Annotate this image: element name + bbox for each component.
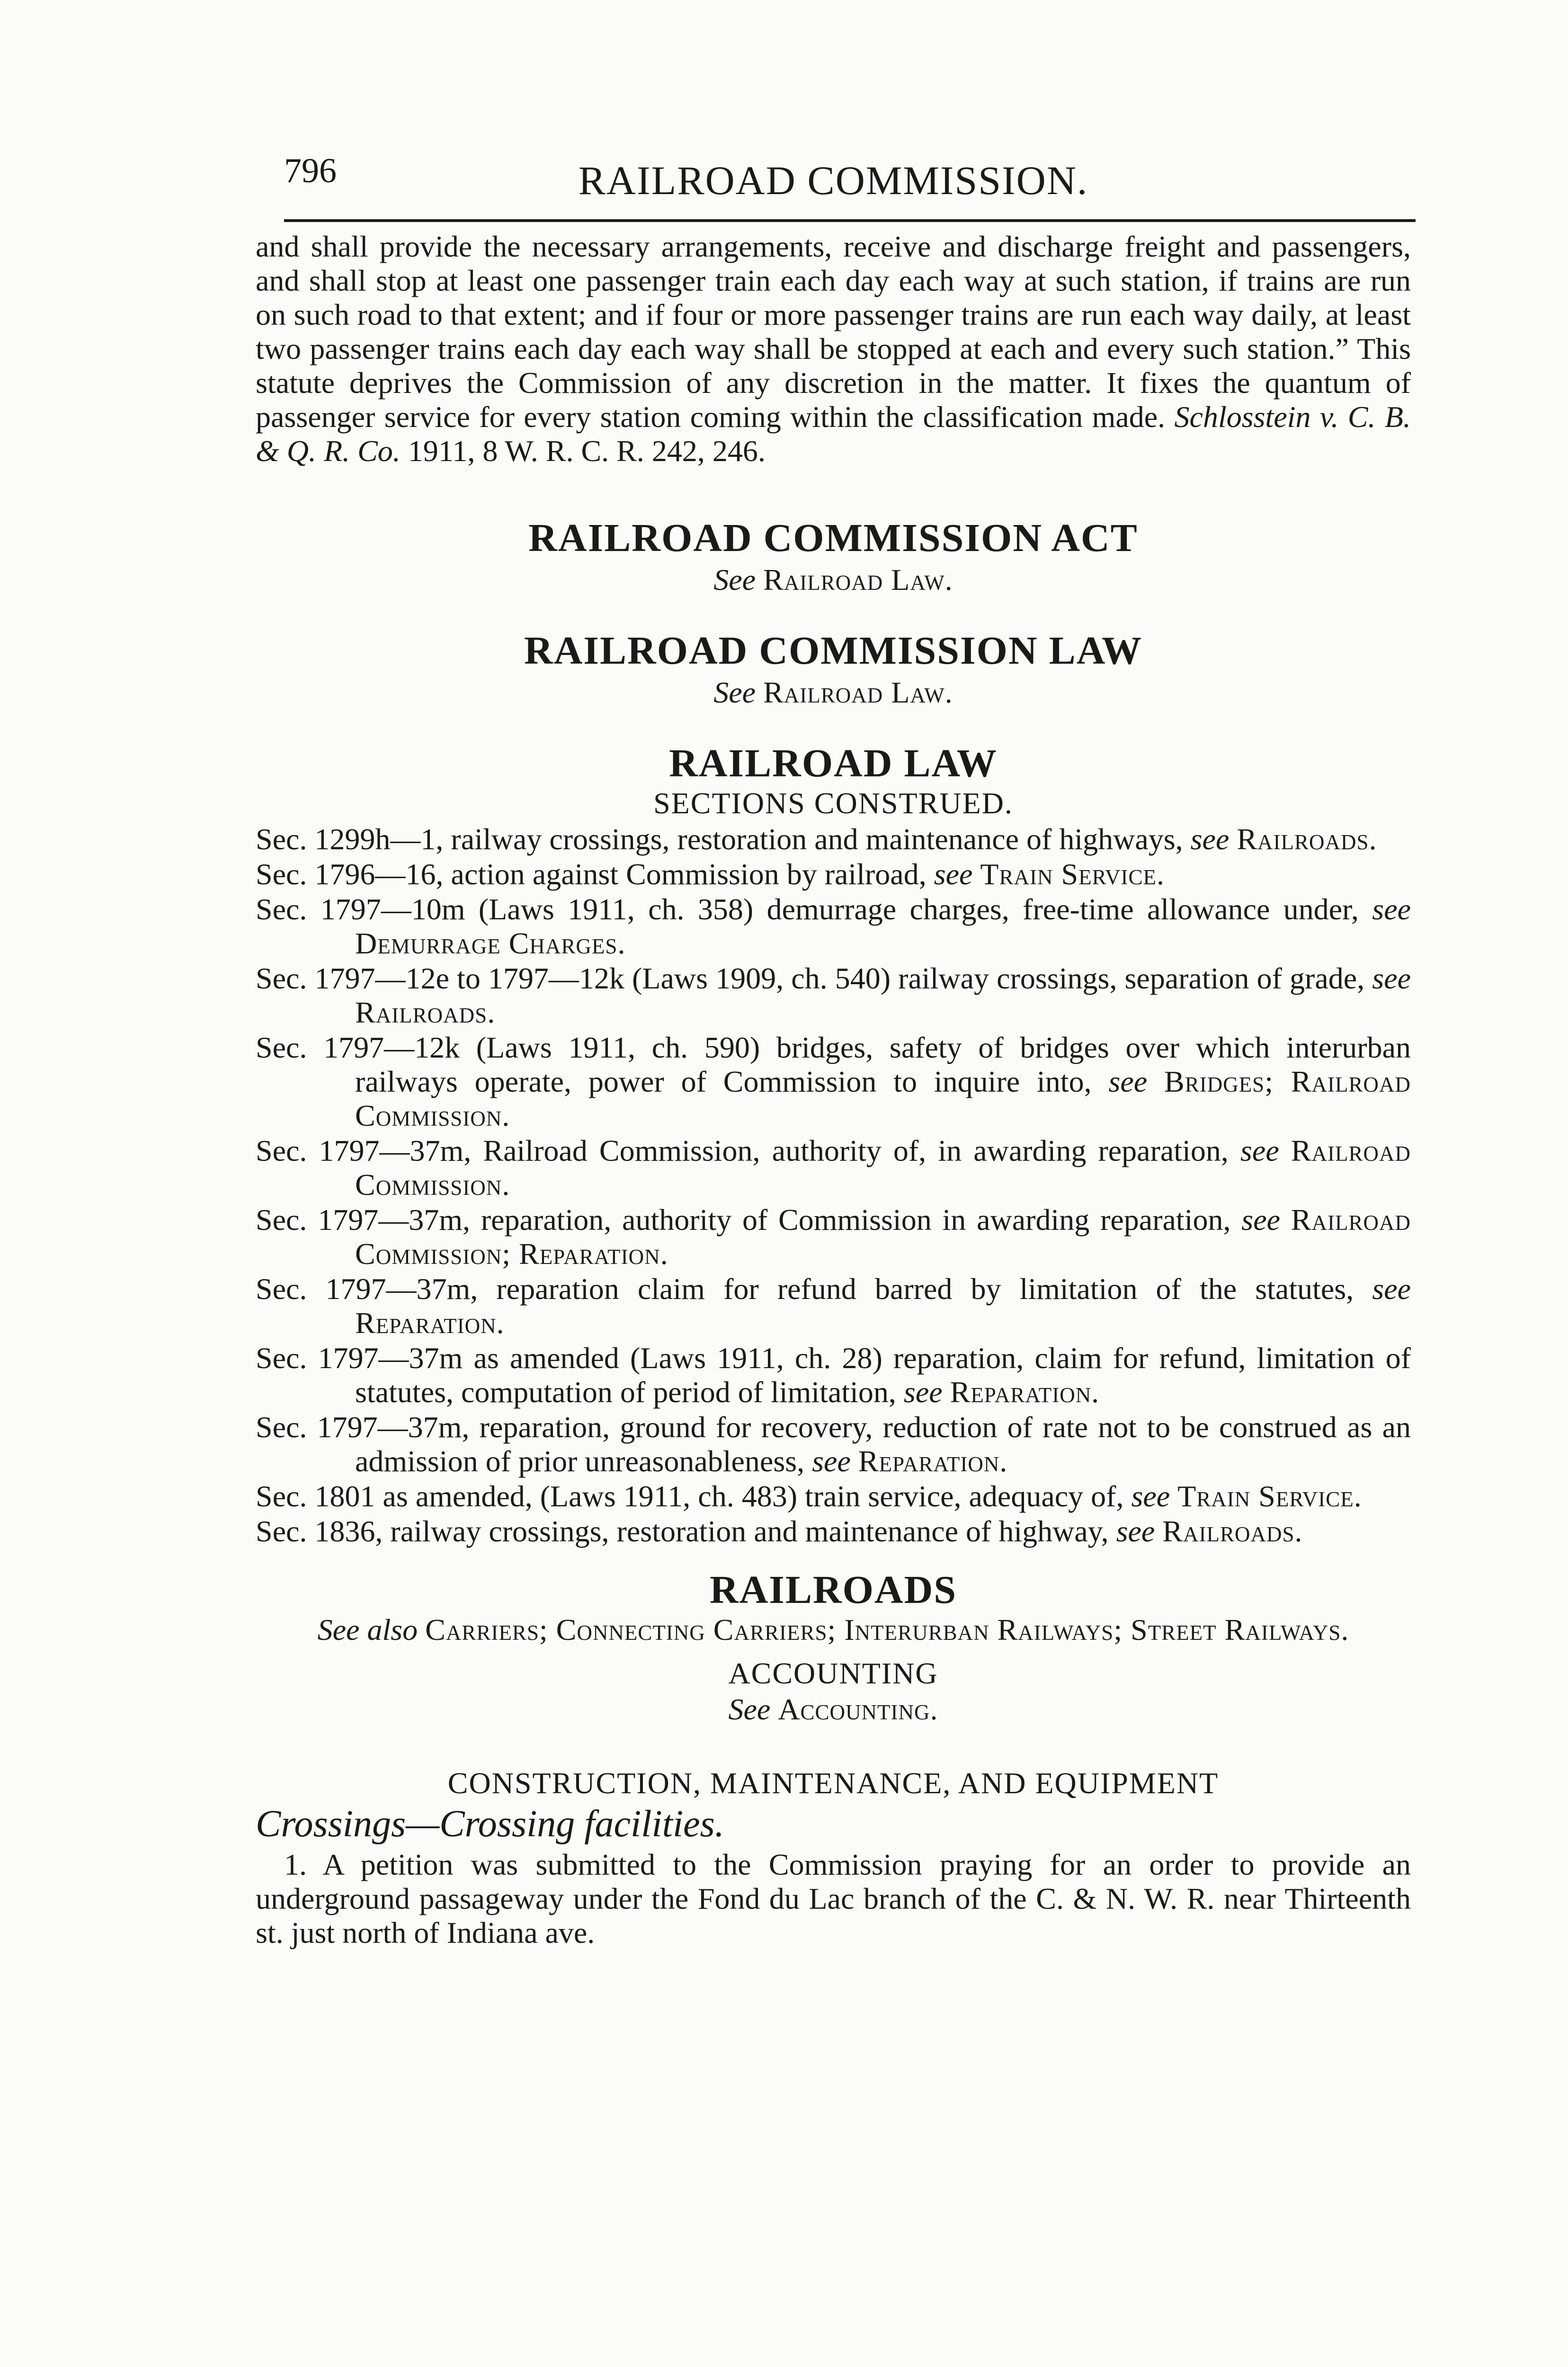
section-entry: [256, 1341, 1411, 1409]
see-target: Railroad Law.: [763, 563, 953, 596]
section-text: Sec. 1801 as amended, (Laws 1911, ch. 483) train service, adequacy of,: [256, 1479, 1124, 1513]
page: [256, 135, 1411, 1950]
section-text: Sec. 1797—37m, reparation, ground for recovery, reduction of rate not to be construed as an admission of prior unreasonableness,: [256, 1410, 1411, 1478]
see-label: see: [1108, 1065, 1148, 1098]
see-target: Accounting.: [778, 1692, 938, 1726]
see-also-targets: Carriers; Connecting Carriers; Interurban Railways; Street Railways.: [425, 1613, 1349, 1646]
section-text: Sec. 1836, railway crossings, restoration and maintenance of highway,: [256, 1514, 1109, 1548]
case-citation: 1911, 8 W. R. C. R. 242, 246.: [408, 434, 766, 468]
see-label: See: [713, 676, 756, 709]
see-target: Reparation.: [355, 1306, 505, 1340]
see-target: Train Service.: [1177, 1479, 1362, 1513]
intro-paragraph: [256, 230, 1411, 468]
see-target: Demurrage Charges.: [355, 926, 626, 960]
running-head: RAILROAD COMMISSION.: [578, 158, 1088, 203]
page-header: [256, 135, 1411, 201]
see-label: see: [1372, 961, 1411, 995]
section-entry: [256, 1410, 1411, 1478]
see-target: Railroads.: [1237, 822, 1377, 856]
heading-railroads: RAILROADS: [709, 1568, 957, 1612]
section-entry: [256, 822, 1411, 856]
section-entry: [256, 1031, 1411, 1133]
see-reference: [256, 563, 1411, 597]
construction-heading: CONSTRUCTION, MAINTENANCE, AND EQUIPMENT: [447, 1766, 1219, 1800]
section-entry: [256, 857, 1411, 891]
see-label: see: [934, 857, 973, 891]
see-label: see: [1241, 1203, 1281, 1237]
section-text: Sec. 1299h—1, railway crossings, restoration and maintenance of highways,: [256, 822, 1183, 856]
section-entry: [256, 892, 1411, 961]
section-text: Sec. 1797—37m as amended (Laws 1911, ch. 28) reparation, claim for refund, limitation of statutes, computation of period of limitation,: [256, 1341, 1411, 1409]
section-entry: [256, 1134, 1411, 1202]
section-entry: [256, 1479, 1411, 1513]
see-reference: [256, 676, 1411, 710]
section-text: Sec. 1797—37m, Railroad Commission, authority of, in awarding reparation,: [256, 1134, 1229, 1167]
section-entry: [256, 961, 1411, 1030]
intro-text: and shall provide the necessary arrangements, receive and discharge freight and passengers, and shall stop at least one passenger train each day each way at such station, if trains are run on such road to that extent; and if four or more passenger trains are run each way daily, at least two passenger trains each day each way shall be stopped at each and every such station.” This statute deprives the Commission of any discretion in the matter. It fixes the quantum of passenger service for every station coming within the classification made.: [256, 230, 1411, 434]
see-target: Railroads.: [1162, 1514, 1303, 1548]
header-rule: [284, 219, 1416, 222]
see-target: Reparation.: [858, 1444, 1008, 1478]
section-text: Sec. 1797—37m, reparation claim for refund barred by limitation of the statutes,: [256, 1272, 1354, 1306]
see-target: Railroad Law.: [763, 676, 953, 709]
accounting-heading: ACCOUNTING: [728, 1656, 938, 1690]
page-number: 796: [284, 151, 337, 190]
section-entry: [256, 1203, 1411, 1271]
see-label: see: [1372, 1272, 1411, 1306]
see-label: see: [1190, 822, 1229, 856]
sections-construed-heading: SECTIONS CONSTRUED.: [653, 786, 1013, 820]
see-label: see: [903, 1375, 943, 1409]
see-target: Reparation.: [950, 1375, 1100, 1409]
see-target: Train Service.: [980, 857, 1165, 891]
see-label: See: [713, 563, 756, 596]
section-entry: [256, 1514, 1411, 1548]
see-target: Bridges; Railroad Commission.: [355, 1065, 1411, 1132]
see-label: see: [1240, 1134, 1279, 1167]
heading-railroad-law: RAILROAD LAW: [669, 741, 998, 785]
see-label: see: [1116, 1514, 1155, 1548]
see-target: Railroads.: [355, 996, 496, 1029]
see-target: Railroad Commission; Reparation.: [355, 1203, 1411, 1271]
see-label: see: [812, 1444, 851, 1478]
crossings-heading: Crossings—Crossing facilities.: [256, 1803, 724, 1845]
see-target: Railroad Commission.: [355, 1134, 1411, 1201]
see-reference: [256, 1692, 1411, 1726]
heading-railroad-commission-act: RAILROAD COMMISSION ACT: [528, 516, 1138, 560]
see-label: See: [728, 1692, 771, 1726]
section-text: Sec. 1797—37m, reparation, authority of Commission in awarding reparation,: [256, 1203, 1231, 1237]
see-also-label: See also: [317, 1613, 418, 1646]
see-label: see: [1372, 892, 1411, 926]
see-also-reference: [256, 1613, 1411, 1647]
sections-list: [256, 822, 1411, 1548]
section-text: Sec. 1797—12k (Laws 1911, ch. 590) bridges, safety of bridges over which interurban railways operate, power of Commission to inquire into,: [256, 1031, 1411, 1098]
section-text: Sec. 1797—10m (Laws 1911, ch. 358) demurrage charges, free-time allowance under,: [256, 892, 1359, 926]
section-text: Sec. 1797—12e to 1797—12k (Laws 1909, ch. 540) railway crossings, separation of grade,: [256, 961, 1365, 995]
section-text: Sec. 1796—16, action against Commission by railroad,: [256, 857, 927, 891]
section-entry: [256, 1272, 1411, 1340]
heading-railroad-commission-law: RAILROAD COMMISSION LAW: [524, 629, 1143, 673]
case-name: Schlosstein v. C. B. & Q. R. Co.: [256, 400, 1411, 468]
paragraph-1: 1. A petition was submitted to the Commission praying for an order to provide an underground passageway under the Fond du Lac branch of the C. & N. W. R. near Thirteenth st. just north of Indiana ave.: [256, 1848, 1411, 1949]
see-label: see: [1131, 1479, 1170, 1513]
